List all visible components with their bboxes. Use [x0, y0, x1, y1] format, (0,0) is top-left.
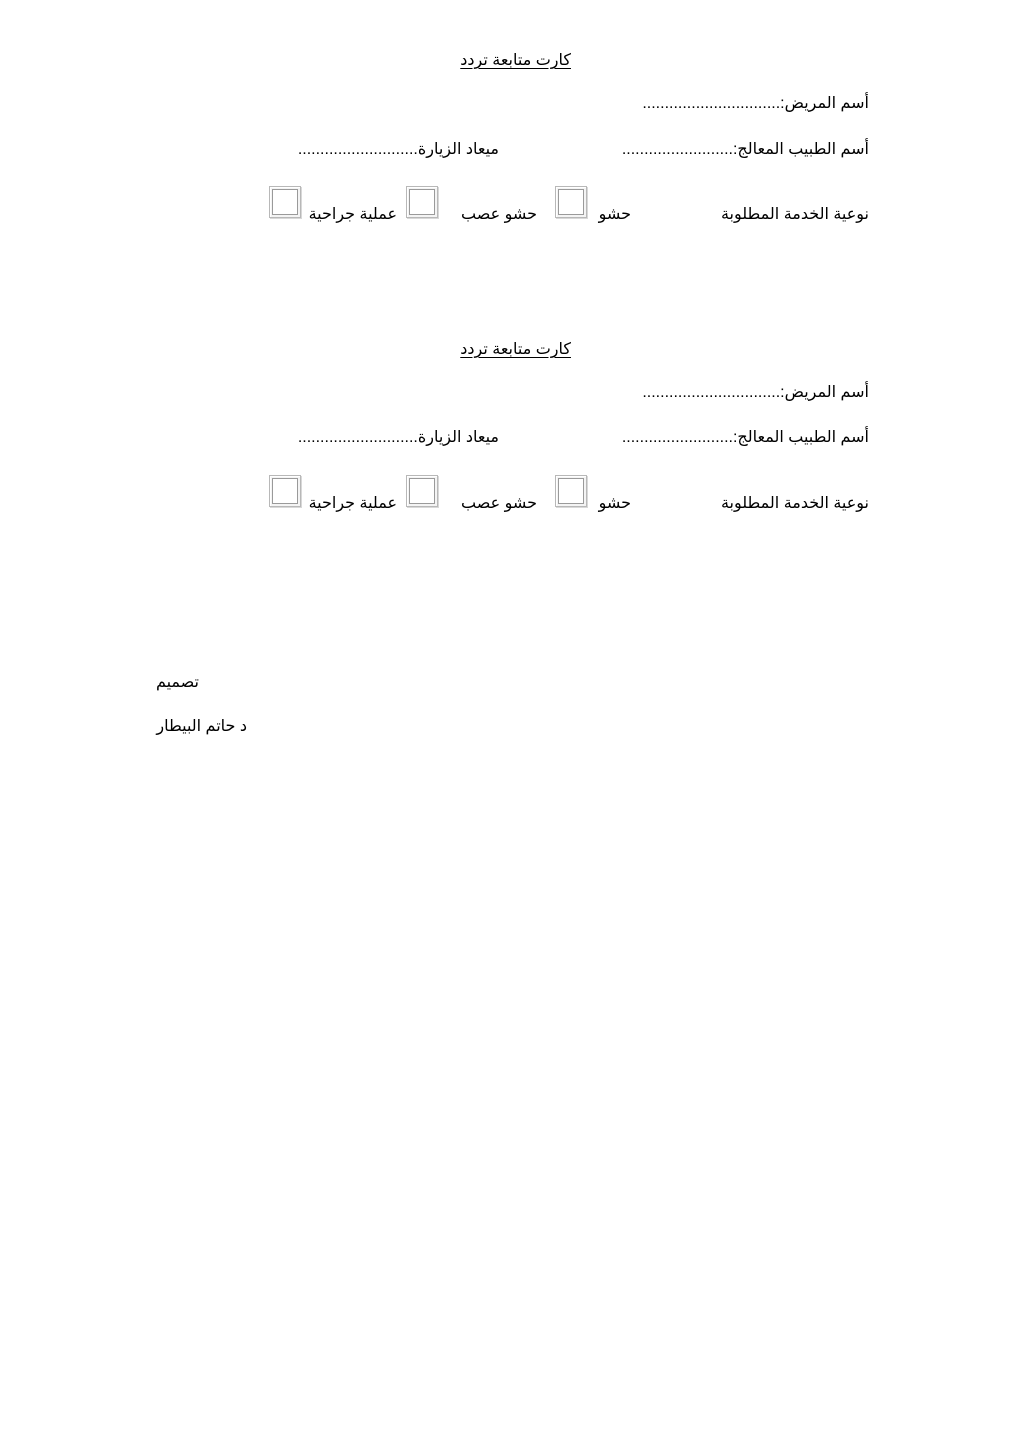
- follow-up-card: [0, 289, 1023, 512]
- doctor-name-field[interactable]: أسم الطبيب المعالج:.........................: [621, 141, 869, 158]
- option-root-canal-label: حشو عصب: [460, 495, 537, 512]
- surgery-checkbox[interactable]: [269, 186, 301, 218]
- doctor-name-field[interactable]: أسم الطبيب المعالج:.........................: [621, 429, 869, 446]
- filling-checkbox[interactable]: [555, 186, 587, 218]
- design-label: تصميم: [155, 674, 199, 691]
- patient-name-field[interactable]: أسم المريض:...............................: [642, 95, 869, 112]
- option-surgery-label: عملية جراحية: [308, 495, 397, 512]
- surgery-checkbox[interactable]: [269, 475, 301, 507]
- root-canal-checkbox[interactable]: [406, 186, 438, 218]
- card-title: كارت متابعة تردد: [460, 341, 571, 358]
- patient-name-field[interactable]: أسم المريض:...............................: [642, 384, 869, 401]
- filling-checkbox[interactable]: [555, 475, 587, 507]
- visit-date-field[interactable]: ميعاد الزيارة...........................: [297, 141, 499, 158]
- service-type-label: نوعية الخدمة المطلوبة: [720, 495, 869, 512]
- option-root-canal-label: حشو عصب: [460, 206, 537, 223]
- option-filling-label: حشو: [598, 206, 631, 223]
- option-filling-label: حشو: [598, 495, 631, 512]
- designer-name: د حاتم البيطار: [156, 718, 247, 735]
- card-title: كارت متابعة تردد: [460, 52, 571, 69]
- service-type-label: نوعية الخدمة المطلوبة: [720, 206, 869, 223]
- follow-up-card: [0, 0, 1023, 223]
- option-surgery-label: عملية جراحية: [308, 206, 397, 223]
- root-canal-checkbox[interactable]: [406, 475, 438, 507]
- visit-date-field[interactable]: ميعاد الزيارة...........................: [297, 429, 499, 446]
